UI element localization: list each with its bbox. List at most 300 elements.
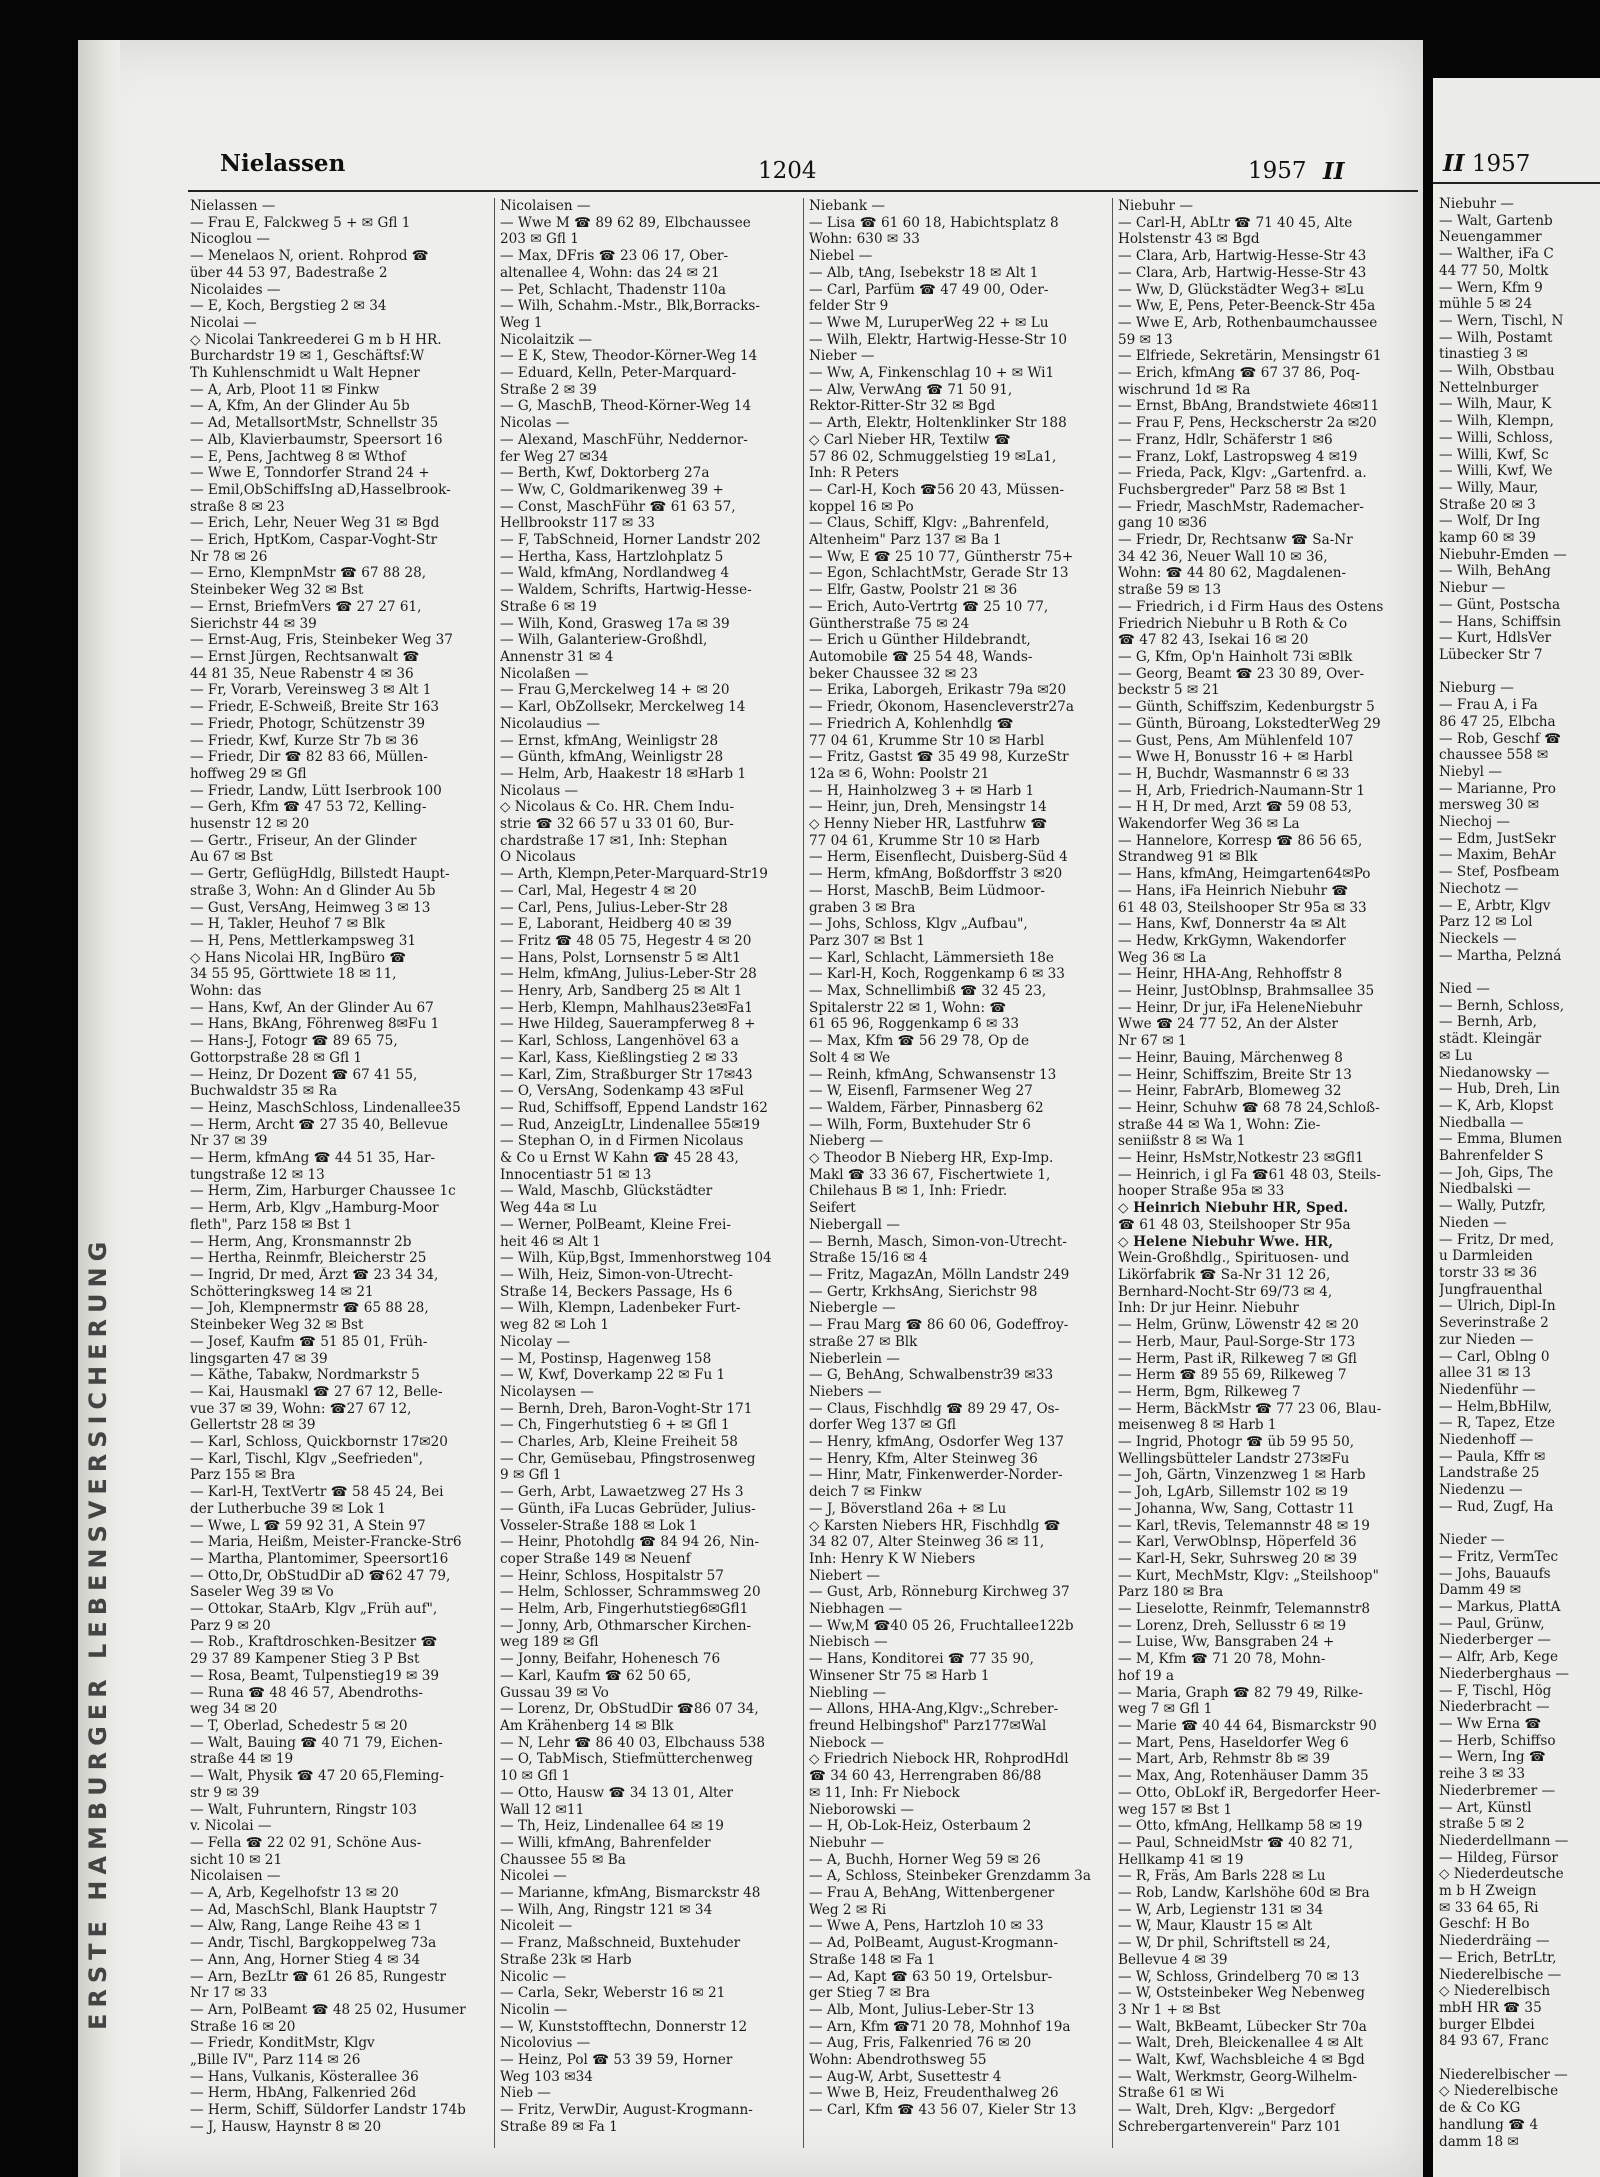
- directory-entry-line: — W, Arb, Legienstr 131 ✉ 34: [1118, 1901, 1324, 1918]
- directory-entry-line: Buchwaldstr 35 ✉ Ra: [190, 1083, 338, 1100]
- directory-entry-line: — Wwe A, Pens, Hartzloh 10 ✉ 33: [809, 1918, 1044, 1935]
- directory-entry-line: ☎ 61 48 03, Steilshooper Str 95a: [1118, 1216, 1351, 1233]
- directory-entry-line: — Arn, PolBeamt ☎ 48 25 02, Husumer: [190, 2001, 466, 2018]
- directory-entry-line: — A, Arb, Ploot 11 ✉ Finkw: [190, 381, 380, 398]
- adjacent-entry-line: Landstraße 25: [1439, 1465, 1540, 1482]
- directory-entry-line: — Ww,M ☎40 05 26, Fruchtallee122b: [809, 1617, 1074, 1634]
- adjacent-entry-line: torstr 33 ✉ 36: [1439, 1265, 1538, 1281]
- directory-entry-line: Weg 1: [500, 314, 543, 331]
- adjacent-entry-line: mersweg 30 ✉: [1439, 797, 1540, 814]
- adjacent-page-header: [1443, 150, 1530, 177]
- directory-entry-line: Altenheim" Parz 137 ✉ Ba 1: [809, 532, 1002, 549]
- directory-entry-line: — Karl, tRevis, Telemannstr 48 ✉ 19: [1118, 1517, 1370, 1534]
- directory-entry-line: — Karl-H, Sekr, Suhrsweg 20 ✉ 39: [1118, 1550, 1357, 1567]
- directory-entry-line: — Heinr, HHA-Ang, Rehhoffstr 8: [1118, 966, 1343, 983]
- directory-entry-line: — Wwe M, LuruperWeg 22 + ✉ Lu: [809, 314, 1049, 331]
- adjacent-entry-line: — Wilh, Postamt: [1439, 329, 1553, 346]
- adjacent-entry-line: — Frau A, i Fa: [1439, 697, 1538, 714]
- page-number: 1204: [758, 158, 817, 184]
- directory-entry-line: Seifert: [809, 1200, 856, 1217]
- directory-entry-line: Nicoleit —: [500, 1918, 573, 1935]
- adjacent-entry-line: [1439, 1516, 1600, 1533]
- directory-entry-line: Nicolaides —: [190, 281, 281, 298]
- directory-entry-line: Fuchsbergreder" Parz 58 ✉ Bst 1: [1118, 481, 1348, 498]
- adjacent-entry-line: [1439, 964, 1600, 981]
- directory-entry-line: — Elfr, Gastw, Poolstr 21 ✉ 36: [809, 582, 1018, 599]
- directory-entry-line: — Mart, Pens, Haseldorfer Weg 6: [1118, 1734, 1349, 1751]
- directory-entry-line: Straße 148 ✉ Fa 1: [809, 1951, 936, 1968]
- directory-entry-line: — Andr, Tischl, Bargkoppelweg 73a: [190, 1935, 437, 1952]
- directory-entry-line: beckstr 5 ✉ 21: [1118, 682, 1220, 699]
- directory-entry-line: weg 7 ✉ Gfl 1: [1118, 1701, 1213, 1718]
- adjacent-entry-line: Niedballa —: [1439, 1114, 1524, 1131]
- directory-entry-line: — Aug-W, Arbt, Susettestr 4: [809, 2068, 1002, 2085]
- directory-entry-line: — Aug, Fris, Falkenried 76 ✉ 20: [809, 2035, 1032, 2052]
- directory-entry-line: — Clara, Arb, Hartwig-Hesse-Str 43: [1118, 264, 1367, 281]
- adjacent-page-year: 1957: [1471, 151, 1531, 177]
- adjacent-entry-line: m b H Zweign: [1439, 1883, 1537, 1900]
- directory-entry-line: Nieber —: [809, 348, 875, 365]
- page-year: 1957: [1248, 158, 1307, 184]
- directory-entry-line: straße 3, Wohn: An d Glinder Au 5b: [190, 882, 436, 899]
- directory-entry-line: — Johanna, Ww, Sang, Cottastr 11: [1118, 1500, 1355, 1517]
- adjacent-entry-line: Parz 12 ✉ Lol: [1439, 914, 1533, 931]
- directory-entry-line: — W, Dr phil, Schriftstell ✉ 24,: [1118, 1935, 1331, 1952]
- directory-entry-line: Schrebergartenverein" Parz 101: [1118, 2118, 1342, 2135]
- directory-column-1: [190, 198, 490, 2158]
- directory-entry-line: heit 46 ✉ Alt 1: [500, 1233, 601, 1250]
- directory-entry-line: — Fella ☎ 22 02 91, Schöne Aus-: [190, 1834, 422, 1851]
- directory-entry-line: — G, BehAng, Schwalbenstr39 ✉33: [809, 1367, 1054, 1384]
- directory-entry-line: Straße 14, Beckers Passage, Hs 6: [500, 1283, 733, 1300]
- directory-entry-line: — A, Buchh, Horner Weg 59 ✉ 26: [809, 1851, 1041, 1868]
- adjacent-entry-line: — Marianne, Pro: [1439, 780, 1556, 797]
- directory-entry-line: Nieb —: [500, 2085, 551, 2102]
- directory-entry-line: dorfer Weg 137 ✉ Gfl: [809, 1417, 957, 1434]
- adjacent-entry-line: reihe 3 ✉ 33: [1439, 1766, 1525, 1783]
- directory-entry-line: — Gust, VersAng, Heimweg 3 ✉ 13: [190, 899, 431, 916]
- directory-entry-line: — Gertr, GeflügHdlg, Billstedt Haupt-: [190, 866, 450, 883]
- directory-entry-line: — Walt, Bauing ☎ 40 71 79, Eichen-: [190, 1734, 443, 1751]
- directory-entry-line: — Lorenz, Dreh, Sellusstr 6 ✉ 19: [1118, 1617, 1347, 1634]
- directory-entry-line: — Lorenz, Dr, ObStudDir ☎86 07 34,: [500, 1701, 759, 1718]
- adjacent-entry-line: — Hildeg, Fürsor: [1439, 1849, 1558, 1866]
- adjacent-entry-line: — Wern, Ing ☎: [1439, 1749, 1546, 1766]
- directory-entry-line: — Joh, LgArb, Sillemstr 102 ✉ 19: [1118, 1484, 1349, 1501]
- directory-entry-line: — Hinr, Matr, Finkenwerder-Norder-: [809, 1467, 1063, 1484]
- directory-entry-line: Wein-Großhdlg., Spirituosen- und: [1118, 1250, 1350, 1267]
- directory-entry-line: ◇ Hans Nicolai HR, IngBüro ☎: [190, 949, 407, 966]
- directory-entry-line: Holstenstr 43 ✉ Bgd: [1118, 231, 1260, 248]
- adjacent-entry-line: Niederbracht —: [1439, 1699, 1550, 1716]
- directory-entry-line: Straße 6 ✉ 19: [500, 598, 597, 615]
- directory-entry-line: — Ernst, kfmAng, Weinligstr 28: [500, 732, 719, 749]
- directory-entry-line: Niebling —: [809, 1684, 887, 1701]
- directory-entry-line: — Friedr, MaschMstr, Rademacher-: [1118, 498, 1364, 515]
- directory-entry-line: — Arth, Klempn,Peter-Marquard-Str19: [500, 866, 768, 883]
- directory-entry-line: ◇ Carl Nieber HR, Textilw ☎: [809, 431, 1011, 448]
- directory-entry-line: — Allons, HHA-Ang,Klgv:„Schreber-: [809, 1701, 1059, 1718]
- directory-entry-line: ◇ Helene Niebuhr Wwe. HR,: [1118, 1233, 1334, 1250]
- directory-entry-line: Bernhard-Nocht-Str 69/73 ✉ 4,: [1118, 1283, 1333, 1300]
- directory-entry-line: — Lisa ☎ 61 60 18, Habichtsplatz 8: [809, 214, 1059, 231]
- adjacent-entry-line: — Hub, Dreh, Lin: [1439, 1081, 1560, 1098]
- directory-entry-line: Nicolai —: [190, 314, 257, 331]
- directory-entry-line: — Wilh, Elektr, Hartwig-Hesse-Str 10: [809, 331, 1067, 348]
- directory-entry-line: — Hans, kfmAng, Heimgarten64✉Po: [1118, 866, 1371, 883]
- directory-entry-line: — Carla, Sekr, Weberstr 16 ✉ 21: [500, 1985, 726, 2002]
- adjacent-entry-line: Nieden —: [1439, 1214, 1507, 1231]
- directory-entry-line: — Frau F, Pens, Heckscherstr 2a ✉20: [1118, 415, 1377, 432]
- directory-entry-line: — W, Eisenfl, Farmsener Weg 27: [809, 1083, 1033, 1100]
- directory-entry-line: — Fr, Vorarb, Vereinsweg 3 ✉ Alt 1: [190, 682, 432, 699]
- directory-entry-line: Steinbeker Weg 32 ✉ Bst: [190, 1317, 364, 1334]
- directory-entry-line: Weg 44a ✉ Lu: [500, 1200, 598, 1217]
- directory-entry-line: — Hertha, Kass, Hartzlohplatz 5: [500, 548, 724, 565]
- directory-entry-line: — Erich, Auto-Vertrtg ☎ 25 10 77,: [809, 598, 1049, 615]
- directory-entry-line: — Heinr, Schuhw ☎ 68 78 24,Schloß-: [1118, 1099, 1380, 1116]
- directory-entry-line: — Walt, Kwf, Wachsbleiche 4 ✉ Bgd: [1118, 2052, 1365, 2069]
- adjacent-entry-line: — Rob, Geschf ☎: [1439, 730, 1562, 747]
- directory-entry-line: tungstraße 12 ✉ 13: [190, 1166, 325, 1183]
- directory-entry-line: — Alb, Klavierbaumstr, Speersort 16: [190, 431, 443, 448]
- directory-entry-line: — Carl, Parfüm ☎ 47 49 00, Oder-: [809, 281, 1049, 298]
- directory-entry-line: — Frau G,Merckelweg 14 + ✉ 20: [500, 682, 730, 699]
- directory-entry-line: 34 42 36, Neuer Wall 10 ✉ 36,: [1118, 548, 1328, 565]
- directory-entry-line: ✉ 11, Inh: Fr Niebock: [809, 1784, 960, 1801]
- adjacent-entry-line: Bahrenfelder S: [1439, 1148, 1544, 1165]
- directory-entry-line: — Karl, VerwOblnsp, Höperfeld 36: [1118, 1534, 1357, 1551]
- directory-entry-line: — A, Kfm, An der Glinder Au 5b: [190, 398, 410, 415]
- adjacent-entry-line: tinastieg 3 ✉: [1439, 346, 1528, 363]
- directory-entry-line: — Walt, Werkmstr, Georg-Wilhelm-: [1118, 2068, 1358, 2085]
- directory-entry-line: Innocentiastr 51 ✉ 13: [500, 1166, 652, 1183]
- directory-entry-line: — Herm, BäckMstr ☎ 77 23 06, Blau-: [1118, 1400, 1382, 1417]
- directory-entry-line: Nicolaisen —: [500, 198, 591, 214]
- directory-entry-line: Straße 16 ✉ 20: [190, 2018, 296, 2035]
- directory-entry-line: — Joh, Klempnermstr ☎ 65 88 28,: [190, 1300, 429, 1317]
- adjacent-entry-line: 44 77 50, Moltk: [1439, 262, 1549, 279]
- directory-entry-line: — Clara, Arb, Hartwig-Hesse-Str 43: [1118, 248, 1367, 265]
- directory-entry-line: — Rud, Schiffsoff, Eppend Landstr 162: [500, 1099, 768, 1116]
- directory-entry-line: — Friedr, Photogr, Schützenstr 39: [190, 715, 426, 732]
- directory-entry-line: — Hertha, Reinmfr, Bleicherstr 25: [190, 1250, 427, 1267]
- directory-entry-line: 9 ✉ Gfl 1: [500, 1467, 562, 1484]
- directory-entry-line: & Co u Ernst W Kahn ☎ 45 28 43,: [500, 1150, 739, 1167]
- directory-entry-line: — Walt, Dreh, Bleickenallee 4 ✉ Alt: [1118, 2035, 1363, 2052]
- directory-entry-line: — Carl, Kfm ☎ 43 56 07, Kieler Str 13: [809, 2102, 1077, 2119]
- adjacent-entry-line: — Walt, Gartenb: [1439, 212, 1553, 229]
- directory-entry-line: ◇ Heinrich Niebuhr HR, Sped.: [1118, 1200, 1349, 1217]
- directory-entry-line: Niebhagen —: [809, 1601, 903, 1618]
- directory-entry-line: — Otto, Hausw ☎ 34 13 01, Alter: [500, 1784, 734, 1801]
- directory-column-2: [500, 198, 800, 2158]
- directory-entry-line: — Frau E, Falckweg 5 + ✉ Gfl 1: [190, 214, 411, 231]
- directory-entry-line: — Carl-H, AbLtr ☎ 71 40 45, Alte: [1118, 214, 1353, 231]
- adjacent-entry-line: — R, Tapez, Etze: [1439, 1415, 1556, 1432]
- directory-entry-line: Burchardstr 19 ✉ 1, Geschäftsf:W: [190, 348, 425, 365]
- directory-entry-line: Wall 12 ✉11: [500, 1801, 585, 1818]
- adjacent-entry-line: Nieder —: [1439, 1532, 1505, 1549]
- directory-entry-line: — Heinr, Dr jur, iFa HeleneNiebuhr: [1118, 999, 1363, 1016]
- page-binding-edge: [78, 40, 120, 2177]
- adjacent-entry-line: mbH HR ☎ 35: [1439, 1999, 1542, 2016]
- adjacent-entry-line: Nettelnburger: [1439, 379, 1539, 396]
- directory-entry-line: Annenstr 31 ✉ 4: [500, 648, 614, 665]
- directory-entry-line: — Runa ☎ 48 46 57, Abendroths-: [190, 1684, 424, 1701]
- adjacent-entry-line: Straße 20 ✉ 3: [1439, 496, 1536, 513]
- adjacent-entry-line: — Wilh, BehAng: [1439, 563, 1551, 580]
- adjacent-entry-line: Niedenzu —: [1439, 1482, 1523, 1499]
- directory-entry-line: — A, Schloss, Steinbeker Grenzdamm 3a: [809, 1868, 1091, 1885]
- directory-entry-line: — Ernst Jürgen, Rechtsanwalt ☎: [190, 648, 420, 665]
- directory-entry-line: ger Stieg 7 ✉ Bra: [809, 1985, 931, 2002]
- adjacent-entry-line: — Wern, Kfm 9: [1439, 279, 1543, 296]
- directory-entry-line: — Ad, PolBeamt, August-Krogmann-: [809, 1935, 1059, 1952]
- adjacent-entry-line: Niedenführ —: [1439, 1381, 1536, 1398]
- directory-entry-line: — Wilh, Klempn, Ladenbeker Furt-: [500, 1300, 741, 1317]
- directory-entry-line: — Herm, Bgm, Rilkeweg 7: [1118, 1383, 1301, 1400]
- directory-entry-line: — Marianne, kfmAng, Bismarckstr 48: [500, 1885, 761, 1902]
- adjacent-entry-line: de & Co KG: [1439, 2100, 1521, 2117]
- directory-entry-line: Inh: Henry K W Niebers: [809, 1550, 976, 1567]
- directory-entry-line: Wwe ☎ 24 77 52, An der Alster: [1118, 1016, 1339, 1033]
- adjacent-entry-line: — Bernh, Arb,: [1439, 1014, 1537, 1031]
- directory-entry-line: — Heinr, JustOblnsp, Brahmsallee 35: [1118, 983, 1375, 1000]
- directory-entry-line: — Luise, Ww, Bansgraben 24 +: [1118, 1634, 1335, 1651]
- directory-entry-line: Nicolin —: [500, 2001, 568, 2018]
- directory-entry-line: 10 ✉ Gfl 1: [500, 1768, 571, 1785]
- adjacent-entry-line: Lübecker Str 7: [1439, 646, 1543, 663]
- adjacent-entry-line: — K, Arb, Klopst: [1439, 1097, 1554, 1114]
- directory-entry-line: — Ww, C, Goldmarikenweg 39 +: [500, 481, 724, 498]
- adjacent-entry-line: — Kurt, HdlsVer: [1439, 630, 1552, 647]
- adjacent-entry-line: — Maxim, BehAr: [1439, 847, 1556, 864]
- directory-entry-line: — Karl, Kaufm ☎ 62 50 65,: [500, 1667, 692, 1684]
- directory-entry-line: — Erno, KlempnMstr ☎ 67 88 28,: [190, 565, 427, 582]
- adjacent-entry-line: — Willi, Schloss,: [1439, 429, 1554, 446]
- directory-entry-line: Straße 61 ✉ Wi: [1118, 2085, 1225, 2102]
- directory-entry-line: hooper Straße 95a ✉ 33: [1118, 1183, 1285, 1200]
- directory-entry-line: — Ad, MetallsortMstr, Schnellstr 35: [190, 415, 439, 432]
- adjacent-entry-line: kamp 60 ✉ 39: [1439, 530, 1536, 547]
- directory-entry-line: deich 7 ✉ Finkw: [809, 1484, 922, 1501]
- directory-entry-line: — Joh, Gärtn, Vinzenzweg 1 ✉ Harb: [1118, 1467, 1366, 1484]
- directory-entry-line: — Gust, Arb, Rönneburg Kirchweg 37: [809, 1584, 1070, 1601]
- directory-entry-line: — Heinr, HsMstr,Notkestr 23 ✉Gfl1: [1118, 1150, 1364, 1167]
- directory-entry-line: Wohn: Abendrothsweg 55: [809, 2052, 987, 2069]
- adjacent-entry-line: — Wolf, Dr Ing: [1439, 513, 1541, 530]
- adjacent-entry-line: Niederdräing —: [1439, 1933, 1550, 1950]
- adjacent-entry-line: — Herb, Schiffso: [1439, 1732, 1556, 1749]
- directory-entry-line: „Bille IV", Parz 114 ✉ 26: [190, 2052, 361, 2069]
- adjacent-entry-line: ✉ Lu: [1439, 1047, 1473, 1064]
- directory-entry-line: — Max, Ang, Rotenhäuser Damm 35: [1118, 1768, 1369, 1785]
- page-volume: II: [1323, 158, 1345, 185]
- directory-entry-line: ◇ Friedrich Niebock HR, RohprodHdl: [809, 1751, 1069, 1768]
- directory-entry-line: Niebert —: [809, 1567, 880, 1584]
- directory-entry-line: — Heinr, Bauing, Märchenweg 8: [1118, 1049, 1343, 1066]
- directory-entry-line: Nicolaisen —: [190, 1868, 281, 1885]
- directory-entry-line: — Josef, Kaufm ☎ 51 85 01, Früh-: [190, 1333, 428, 1350]
- binding-print: ERSTE HAMBURGER LEBENSVERSICHERUNG: [84, 1235, 112, 2030]
- directory-entry-line: — Fritz, VerwDir, August-Krogmann-: [500, 2102, 753, 2119]
- directory-entry-line: Gellertstr 28 ✉ 39: [190, 1417, 316, 1434]
- directory-entry-line: — Ernst, BbAng, Brandstwiete 46✉11: [1118, 398, 1380, 415]
- directory-entry-line: — Claus, Fischhdlg ☎ 89 29 47, Os-: [809, 1400, 1060, 1417]
- directory-entry-line: — Karl-H, Koch, Roggenkamp 6 ✉ 33: [809, 966, 1065, 983]
- directory-entry-line: — Günth, iFa Lucas Gebrüder, Julius-: [500, 1500, 756, 1517]
- directory-entry-line: — Franz, Lokf, Lastropsweg 4 ✉19: [1118, 448, 1358, 465]
- directory-entry-line: — Eduard, Kelln, Peter-Marquard-: [500, 365, 737, 382]
- adjacent-entry-line: Niedenhoff —: [1439, 1432, 1534, 1449]
- directory-entry-line: — Bernh, Dreh, Baron-Voght-Str 171: [500, 1400, 753, 1417]
- directory-entry-line: — Const, MaschFühr ☎ 61 63 57,: [500, 498, 736, 515]
- directory-entry-line: Rektor-Ritter-Str 32 ✉ Bgd: [809, 398, 996, 415]
- adjacent-entry-line: — E, Arbtr, Klgv: [1439, 897, 1551, 914]
- directory-entry-line: v. Nicolai —: [190, 1818, 272, 1835]
- directory-entry-line: Nr 17 ✉ 33: [190, 1985, 268, 2002]
- directory-entry-line: Sierichstr 44 ✉ 39: [190, 615, 317, 632]
- directory-entry-line: — Helm, Grünw, Löwenstr 42 ✉ 20: [1118, 1317, 1359, 1334]
- directory-entry-line: — Marie ☎ 40 44 64, Bismarckstr 90: [1118, 1717, 1377, 1734]
- directory-entry-line: — Charles, Arb, Kleine Freiheit 58: [500, 1434, 738, 1451]
- directory-entry-line: — Wald, Maschb, Glückstädter: [500, 1183, 713, 1200]
- directory-entry-line: strie ☎ 32 66 57 u 33 01 60, Bur-: [500, 816, 734, 833]
- directory-entry-line: — O, TabMisch, Stiefmütterchenweg: [500, 1751, 753, 1768]
- adjacent-entry-line: — Joh, Gips, The: [1439, 1164, 1554, 1181]
- directory-entry-line: — Wwe M ☎ 89 62 89, Elbchaussee: [500, 214, 751, 231]
- directory-entry-line: Friedrich Niebuhr u B Roth & Co: [1118, 615, 1348, 632]
- adjacent-entry-line: — Edm, JustSekr: [1439, 830, 1556, 847]
- directory-entry-line: 44 81 35, Neue Rabenstr 4 ✉ 36: [190, 665, 414, 682]
- directory-entry-line: — Rud, AnzeigLtr, Lindenallee 55✉19: [500, 1116, 761, 1133]
- adjacent-entry-line: — Helm,BbHilw,: [1439, 1398, 1552, 1415]
- directory-entry-line: — Herm, Archt ☎ 27 35 40, Bellevue: [190, 1116, 448, 1133]
- directory-entry-line: Hellbrookstr 117 ✉ 33: [500, 515, 655, 532]
- adjacent-entry-line: — Erich, BetrLtr,: [1439, 1949, 1557, 1966]
- directory-entry-line: — Karl, ObZollsekr, Merckelweg 14: [500, 699, 746, 716]
- directory-entry-line: — Frau A, BehAng, Wittenbergener: [809, 1885, 1055, 1902]
- directory-entry-line: — Elfriede, Sekretärin, Mensingstr 61: [1118, 348, 1382, 365]
- adjacent-entry-line: Niederbremer —: [1439, 1782, 1556, 1799]
- directory-entry-line: — Hans, iFa Heinrich Niebuhr ☎: [1118, 882, 1349, 899]
- directory-entry-line: — Ad, MaschSchl, Blank Hauptstr 7: [190, 1901, 438, 1918]
- directory-entry-line: — Erika, Laborgeh, Erikastr 79a ✉20: [809, 682, 1067, 699]
- directory-entry-line: Niebel —: [809, 248, 873, 265]
- directory-entry-line: — Henry, Kfm, Alter Steinweg 36: [809, 1450, 1038, 1467]
- adjacent-entry-line: Severinstraße 2: [1439, 1315, 1549, 1332]
- directory-entry-line: — Hans, Vulkanis, Kösterallee 36: [190, 2068, 419, 2085]
- directory-entry-line: ◇ Henny Nieber HR, Lastfuhrw ☎: [809, 816, 1048, 833]
- directory-entry-line: — T, Oberlad, Schedestr 5 ✉ 20: [190, 1717, 408, 1734]
- directory-entry-line: Parz 155 ✉ Bra: [190, 1467, 296, 1484]
- directory-entry-line: — Günth, Schiffszim, Kedenburgstr 5: [1118, 699, 1375, 716]
- adjacent-entry-line: Jungfrauenthal: [1439, 1281, 1543, 1298]
- directory-entry-line: — Carl, Pens, Julius-Leber-Str 28: [500, 899, 728, 916]
- directory-entry-line: — E, Koch, Bergstieg 2 ✉ 34: [190, 298, 387, 315]
- directory-entry-line: Nicolas —: [500, 415, 570, 432]
- adjacent-page: [1433, 78, 1600, 2177]
- directory-entry-line: Nicolaitzik —: [500, 331, 592, 348]
- directory-entry-line: Gussau 39 ✉ Vo: [500, 1684, 609, 1701]
- adjacent-entry-line: damm 18 ✉: [1439, 2133, 1519, 2150]
- adjacent-entry-line: Nied —: [1439, 981, 1490, 998]
- directory-entry-line: Niebers —: [809, 1383, 882, 1400]
- adjacent-entry-line: Niederdellmann —: [1439, 1832, 1569, 1849]
- directory-entry-line: Parz 307 ✉ Bst 1: [809, 932, 925, 949]
- directory-entry-line: — Heinr, FabrArb, Blomeweg 32: [1118, 1083, 1342, 1100]
- directory-entry-line: Nielassen —: [190, 198, 276, 214]
- directory-entry-line: Saseler Weg 39 ✉ Vo: [190, 1584, 334, 1601]
- directory-entry-line: — Hans, Konditorei ☎ 77 35 90,: [809, 1651, 1034, 1668]
- directory-entry-line: Makl ☎ 33 36 67, Fischertwiete 1,: [809, 1166, 1051, 1183]
- directory-entry-line: — Hedw, KrkGymn, Wakendorfer: [1118, 932, 1346, 949]
- directory-entry-line: — G, MaschB, Theod-Körner-Weg 14: [500, 398, 752, 415]
- directory-entry-line: — Maria, Heißm, Meister-Francke-Str6: [190, 1534, 462, 1551]
- directory-entry-line: — Hans, Polst, Lornsenstr 5 ✉ Alt1: [500, 949, 741, 966]
- directory-entry-line: — Erich, kfmAng ☎ 67 37 86, Poq-: [1118, 365, 1360, 382]
- directory-entry-line: — Ernst-Aug, Fris, Steinbeker Weg 37: [190, 632, 453, 649]
- directory-entry-line: 61 65 96, Roggenkamp 6 ✉ 33: [809, 1016, 1020, 1033]
- directory-entry-line: — Heinr, Photohdlg ☎ 84 94 26, Nin-: [500, 1534, 760, 1551]
- directory-entry-line: — Franz, Hdlr, Schäferstr 1 ✉6: [1118, 431, 1333, 448]
- directory-entry-line: Weg 103 ✉34: [500, 2068, 593, 2085]
- directory-entry-line: Nieberg —: [809, 1133, 884, 1150]
- adjacent-entry-line: — Willi, Kwf, We: [1439, 463, 1553, 480]
- directory-entry-line: — Friedr, Dir ☎ 82 83 66, Müllen-: [190, 749, 428, 766]
- directory-entry-line: — Friedrich, i d Firm Haus des Ostens: [1118, 598, 1384, 615]
- directory-entry-line: — Herb, Maur, Paul-Sorge-Str 173: [1118, 1333, 1356, 1350]
- directory-entry-line: 61 48 03, Steilshooper Str 95a ✉ 33: [1118, 899, 1367, 916]
- directory-entry-line: — Ad, Kapt ☎ 63 50 19, Ortelsbur-: [809, 1968, 1053, 1985]
- directory-entry-line: — Max, Schnellimbiß ☎ 32 45 23,: [809, 983, 1047, 1000]
- directory-entry-line: straße 59 ✉ 13: [1118, 582, 1222, 599]
- directory-entry-line: — Henry, Arb, Sandberg 25 ✉ Alt 1: [500, 983, 743, 1000]
- directory-entry-line: beker Chaussee 32 ✉ 23: [809, 665, 978, 682]
- adjacent-entry-line: straße 5 ✉ 2: [1439, 1816, 1525, 1833]
- directory-entry-line: Nieberlein —: [809, 1350, 900, 1367]
- directory-entry-line: — Arn, Kfm ☎71 20 78, Mohnhof 19a: [809, 2018, 1071, 2035]
- directory-entry-line: — Wilh, Ang, Ringstr 121 ✉ 34: [500, 1901, 713, 1918]
- adjacent-entry-line: handlung ☎ 4: [1439, 2116, 1539, 2133]
- adjacent-entry-line: Niechoj —: [1439, 814, 1510, 831]
- directory-entry-line: — Wilh, Galanteriew-Großhdl,: [500, 632, 708, 649]
- adjacent-entry-line: — Emma, Blumen: [1439, 1131, 1563, 1148]
- directory-entry-line: str 9 ✉ 39: [190, 1784, 260, 1801]
- directory-entry-line: — Max, Kfm ☎ 56 29 78, Op de: [809, 1033, 1029, 1050]
- directory-entry-line: — Gerh, Kfm ☎ 47 53 72, Kelling-: [190, 799, 427, 816]
- directory-entry-line: Nr 67 ✉ 1: [1118, 1033, 1187, 1050]
- directory-entry-line: — Alw, Rang, Lange Reihe 43 ✉ 1: [190, 1918, 423, 1935]
- adjacent-entry-line: städt. Kleingär: [1439, 1031, 1542, 1048]
- directory-entry-line: Nr 78 ✉ 26: [190, 548, 268, 565]
- adjacent-entry-line: chaussee 558 ✉: [1439, 747, 1549, 764]
- column-divider: [494, 198, 495, 2148]
- directory-entry-line: — Fritz, Gastst ☎ 35 49 98, KurzeStr: [809, 749, 1069, 766]
- directory-entry-line: Nr 37 ✉ 39: [190, 1133, 268, 1150]
- directory-entry-line: Vosseler-Straße 188 ✉ Lok 1: [500, 1517, 698, 1534]
- directory-entry-line: husenstr 12 ✉ 20: [190, 816, 310, 833]
- directory-entry-line: — Walt, Fuhruntern, Ringstr 103: [190, 1801, 417, 1818]
- directory-entry-line: fleth", Parz 158 ✉ Bst 1: [190, 1216, 353, 1233]
- directory-entry-line: 59 ✉ 13: [1118, 331, 1173, 348]
- directory-entry-line: ☎ 47 82 43, Isekai 16 ✉ 20: [1118, 632, 1309, 649]
- directory-entry-line: — E K, Stew, Theodor-Körner-Weg 14: [500, 348, 758, 365]
- directory-entry-line: weg 34 ✉ 20: [190, 1701, 278, 1718]
- directory-entry-line: koppel 16 ✉ Po: [809, 498, 914, 515]
- directory-entry-line: — Martha, Plantomimer, Speersort16: [190, 1550, 449, 1567]
